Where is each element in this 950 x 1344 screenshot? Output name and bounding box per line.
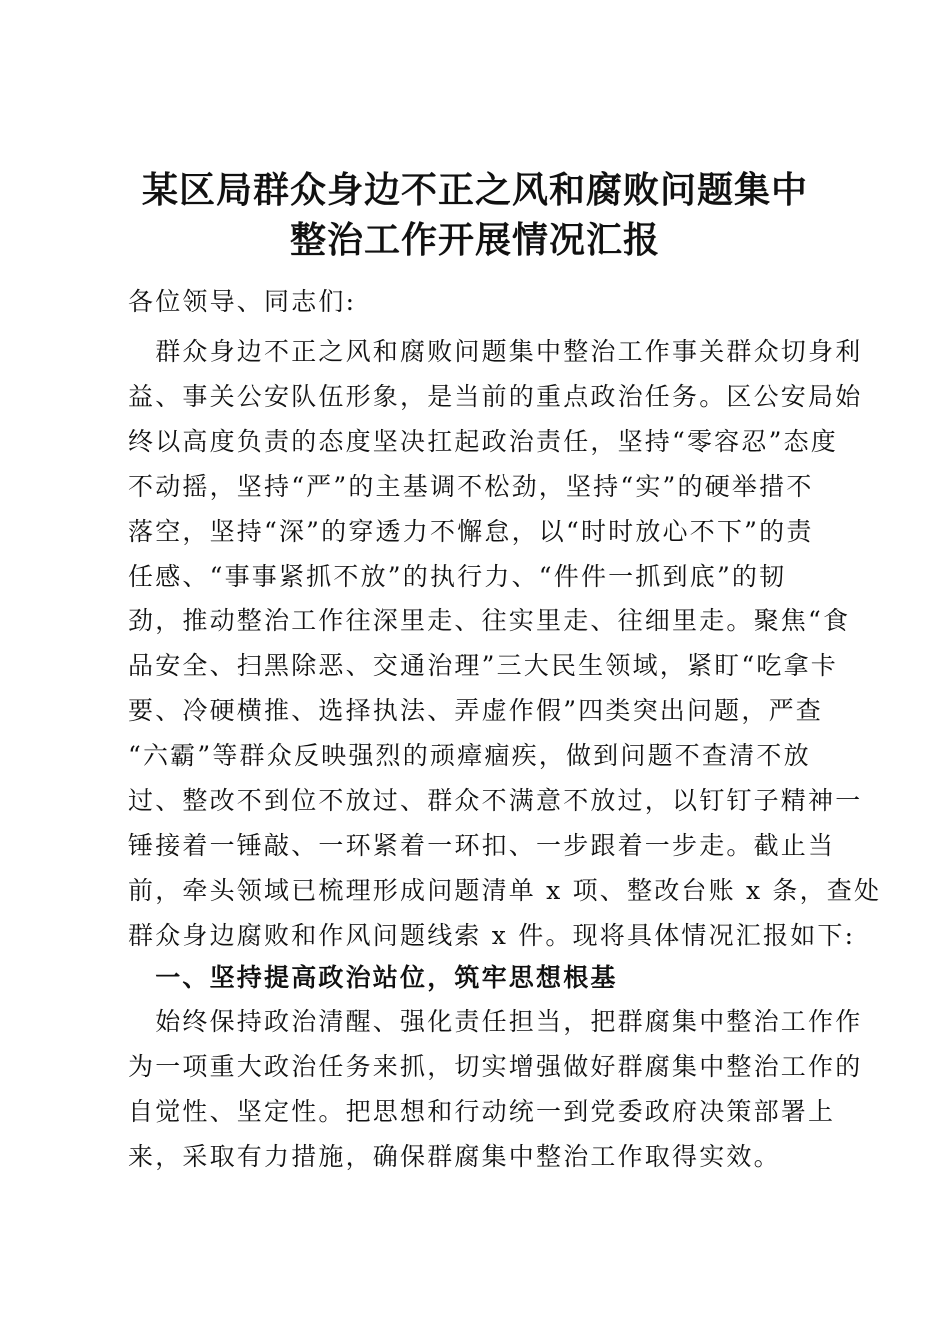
paragraph-line: 任感、“事事紧抓不放”的执行力、“件件一抓到底”的韧: [128, 561, 787, 591]
paragraph-line: “六霸”等群众反映强烈的顽瘴痼疾，做到问题不查清不放: [128, 741, 811, 771]
greeting: 各位领导、同志们:: [128, 287, 357, 316]
paragraph-line: 为一项重大政治任务来抓，切实增强做好群腐集中整治工作的: [128, 1051, 863, 1081]
paragraph-line: 自觉性、坚定性。把思想和行动统一到党委政府决策部署上: [128, 1096, 836, 1126]
paragraph-line: 前，牵头领域已梳理形成问题清单 x 项、整改台账 x 条，查处: [128, 875, 882, 905]
paragraph-line: 要、冷硬横推、选择执法、弄虚作假”四类突出问题，严查: [128, 696, 823, 726]
section-heading-1: 一、坚持提高政治站位，筑牢思想根基: [128, 963, 618, 992]
paragraph-line: 过、整改不到位不放过、群众不满意不放过，以钉钉子精神一: [128, 786, 863, 815]
paragraph-line: 终以高度负责的态度坚决扛起政治责任，坚持“零容忍”态度: [128, 426, 838, 456]
paragraph-line: 锤接着一锤敲、一环紧着一环扣、一步跟着一步走。截止当: [128, 830, 836, 860]
paragraph-line: 来，采取有力措施，确保群腐集中整治工作取得实效。: [128, 1141, 781, 1171]
paragraph-line: 品安全、扫黑除恶、交通治理”三大民生领域，紧盯“吃拿卡: [128, 651, 838, 681]
paragraph-line: 群众身边腐败和作风问题线索 x 件。现将具体情况汇报如下:: [128, 920, 856, 950]
paragraph-line: 落空，坚持“深”的穿透力不懈怠，以“时时放心不下”的责: [128, 516, 814, 546]
paragraph-line: 始终保持政治清醒、强化责任担当，把群腐集中整治工作作: [128, 1007, 863, 1036]
paragraph-line: 不动摇，坚持“严”的主基调不松劲，坚持“实”的硬举措不: [128, 471, 814, 501]
paragraph-line: 益、事关公安队伍形象，是当前的重点政治任务。区公安局始: [128, 381, 863, 411]
title-line: 某区局群众身边不正之风和腐败问题集中: [141, 169, 808, 211]
paragraph-line: 劲，推动整治工作往深里走、往实里走、往细里走。聚焦“食: [128, 606, 851, 636]
title-line: 整治工作开展情况汇报: [289, 219, 660, 261]
paragraph-line: 群众身边不正之风和腐败问题集中整治工作事关群众切身利: [128, 337, 863, 366]
